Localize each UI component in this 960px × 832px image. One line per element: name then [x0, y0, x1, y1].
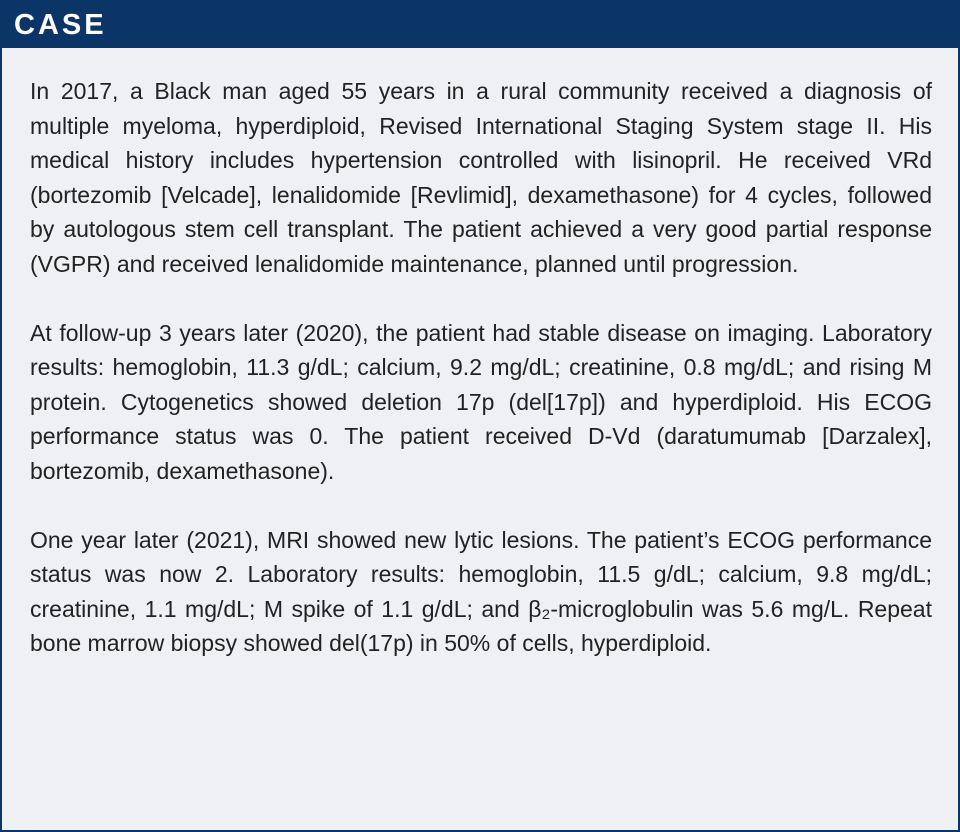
case-paragraph-follow-up-2021: One year later (2021), MRI showed new lytic lesions. The patient’s ECOG performance status was now 2. Laboratory results: hemoglobin, 11.5 g/dL; calcium, 9.8 mg/dL; creatinine, 1.1 mg/dL; M spike of 1.1 g/dL; and β₂-microglobulin was 5.6 mg/L. Repeat bone marrow biopsy showed del(17p) in 50% of cells, hyperdiploid. — [30, 526, 932, 657]
case-paragraph-diagnosis: In 2017, a Black man aged 55 years in a rural community received a diagnosis of multiple myeloma, hyperdiploid, Revised International Staging System stage II. His medical history includes hypertension controlled with lisinopril. He received VRd (bortezomib [Velcade], lenalidomide [Revlimid], dexamethasone) for 4 cycles, followed by autologous stem cell transplant. The patient achieved a very good partial response (VGPR) and received lenalidomide maintenance, planned until progression. — [30, 78, 932, 277]
case-paragraph-follow-up-2020: At follow-up 3 years later (2020), the patient had stable disease on imaging. Laboratory results: hemoglobin, 11.3 g/dL; calcium, 9.2 mg/dL; creatinine, 0.8 mg/dL; and rising M protein. Cytogenetics showed deletion 17p (del[17p]) and hyperdiploid. His ECOG performance status was 0. The patient received D-Vd (daratumumab [Darzalex], bortezomib, dexamethasone). — [30, 319, 932, 484]
case-body — [30, 74, 932, 661]
case-header — [2, 2, 958, 48]
case-title: CASE — [14, 9, 107, 41]
